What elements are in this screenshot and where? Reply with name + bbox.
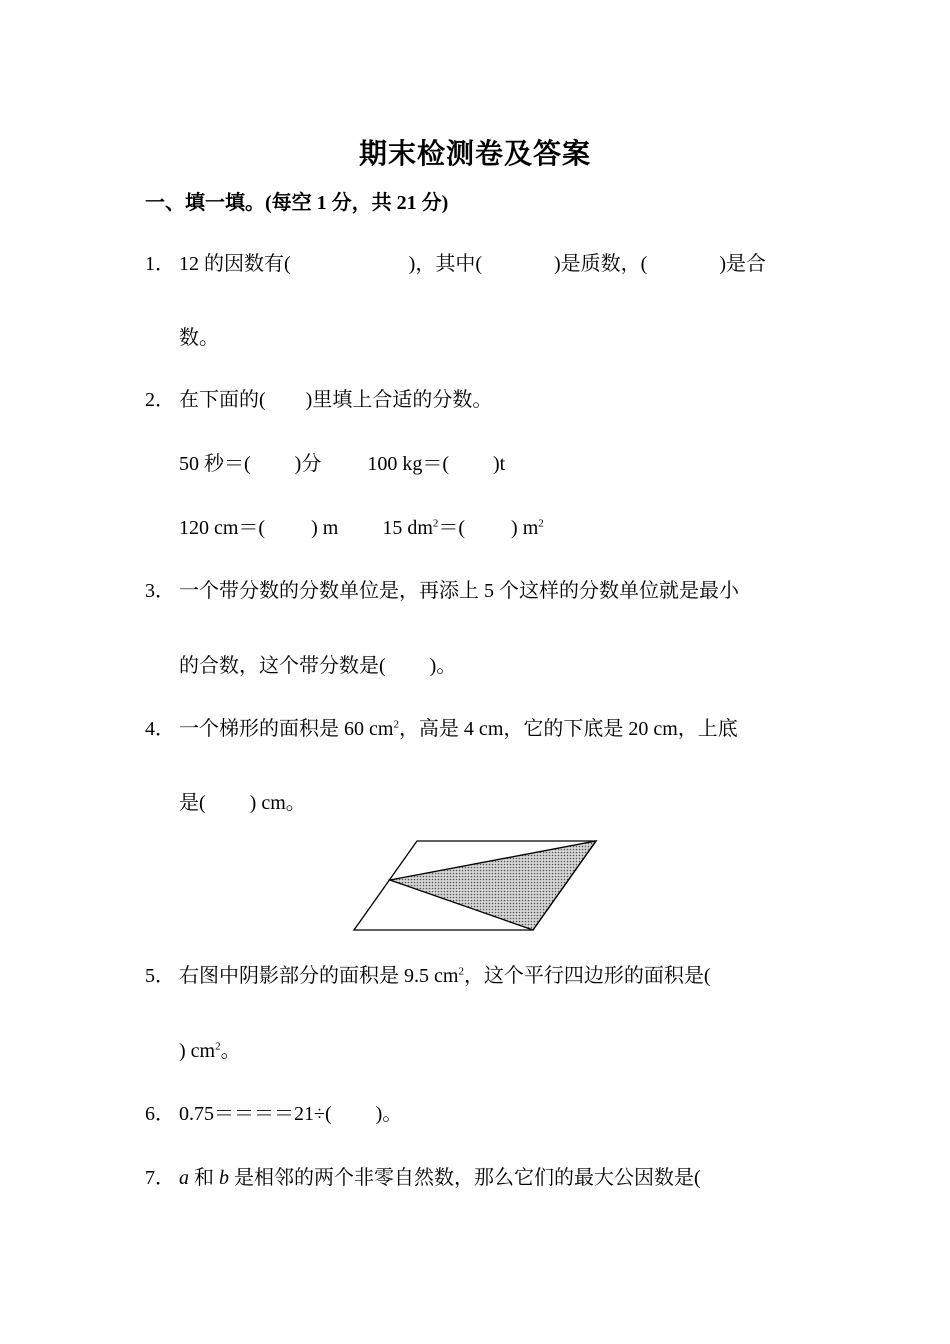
question-number: 1． (145, 253, 175, 275)
question-3 (145, 577, 739, 605)
question-number: 6． (145, 1103, 175, 1125)
superscript: 2 (215, 1040, 221, 1053)
question-number: 4． (145, 718, 175, 740)
question-number: 2． (145, 389, 175, 411)
question-text: 一个带分数的分数单位是，再添上 5 个这样的分数单位就是最小 (179, 580, 739, 602)
question-4 (145, 715, 738, 743)
question-text: ) cm。 (249, 792, 306, 814)
question-text: 右图中阴影部分的面积是 9.5 cm (179, 965, 459, 987)
question-2-row-2 (179, 514, 544, 542)
question-text: )。 (375, 1103, 403, 1125)
question-text: 一个梯形的面积是 60 cm (179, 718, 394, 740)
question-text: 在下面的( )里填上合适的分数。 (179, 389, 493, 411)
conversion-text: )分 (294, 453, 322, 475)
question-text: 的合数，这个带分数是( (179, 655, 386, 677)
question-text: ，这个平行四边形的面积是( (463, 965, 711, 987)
question-7 (145, 1164, 701, 1192)
conversion-text: ) m (311, 517, 339, 539)
question-text: )是质数，( (554, 253, 648, 275)
conversion-text: )t (493, 453, 506, 475)
variable-b: b (219, 1167, 229, 1189)
question-6 (145, 1100, 402, 1128)
question-text: 。 (220, 1040, 241, 1062)
superscript: 2 (393, 718, 399, 731)
conversion-text: 120 cm＝( (179, 517, 266, 539)
question-text: ) cm (179, 1040, 216, 1062)
question-2-row-1 (179, 450, 505, 478)
conversion-text: 15 dm (382, 517, 433, 539)
question-text: )，其中( (408, 253, 482, 275)
question-text: )是合 (719, 253, 766, 275)
question-1 (145, 250, 766, 278)
question-text: 是相邻的两个非零自然数，那么它们的最大公因数是( (229, 1167, 701, 1189)
conversion-text: 50 秒＝( (179, 453, 251, 475)
superscript: 2 (538, 517, 544, 530)
section-heading: 一、填一填。(每空 1 分，共 21 分) (145, 192, 449, 214)
question-2 (145, 386, 492, 414)
question-number: 7． (145, 1167, 175, 1189)
question-text: )。 (429, 655, 457, 677)
question-1-continuation: 数。 (179, 327, 219, 349)
parallelogram-figure (350, 836, 602, 936)
question-text: ，高是 4 cm，它的下底是 20 cm，上底 (398, 718, 738, 740)
question-5 (145, 962, 711, 990)
superscript: 2 (432, 517, 439, 530)
question-text: 是( (179, 792, 206, 814)
question-4-continuation (179, 789, 306, 817)
question-number: 3． (145, 580, 175, 602)
variable-a: a (179, 1167, 189, 1189)
page-title: 期末检测卷及答案 (358, 137, 591, 170)
question-5-continuation (179, 1037, 241, 1065)
conversion-text: 100 kg＝( (367, 453, 450, 475)
question-text: 0.75＝＝＝＝21÷( (179, 1103, 332, 1125)
conversion-text: ＝( (438, 517, 466, 539)
conversion-text: ) m (511, 517, 539, 539)
question-text: 和 (189, 1167, 219, 1189)
question-3-continuation (179, 652, 456, 680)
question-number: 5． (145, 965, 175, 987)
question-text: 12 的因数有( (179, 253, 291, 275)
superscript: 2 (458, 965, 464, 978)
